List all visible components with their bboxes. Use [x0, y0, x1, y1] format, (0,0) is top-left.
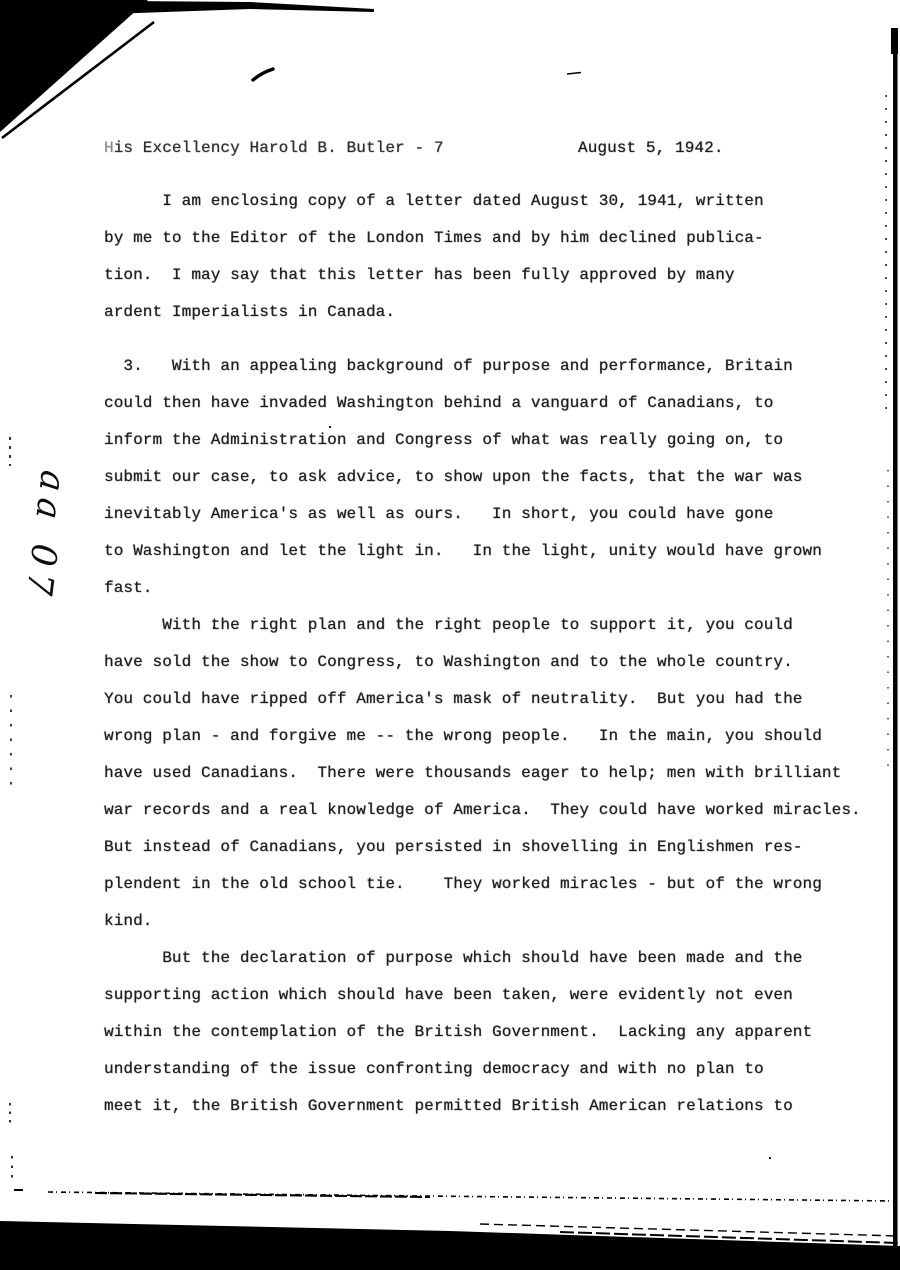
document-line: wrong plan - and forgive me -- the wrong people. In the main, you should — [104, 727, 822, 745]
document-line: With the right plan and the right people to support it, you could — [104, 616, 793, 634]
document-line: tion. I may say that this letter has been fully approved by many — [104, 266, 735, 284]
handwritten-margin-annotation: aa 07 — [17, 468, 73, 605]
document-line: But the declaration of purpose which should have been made and the — [104, 949, 803, 967]
document-line: have used Canadians. There were thousands eager to help; men with brilliant — [104, 764, 842, 782]
document-line: kind. — [104, 912, 153, 930]
pen-slash-mark — [253, 69, 273, 80]
document-line: ardent Imperialists in Canada. — [104, 303, 396, 321]
top-edge-smudge — [0, 0, 374, 18]
document-line: by me to the Editor of the London Times and by him declined publica- — [104, 229, 764, 247]
document-line: fast. — [104, 579, 153, 597]
document-line: But instead of Canadians, you persisted in shovelling in Englishmen res- — [104, 838, 803, 856]
small-dash-mark — [567, 73, 581, 75]
document-line: inevitably America's as well as ours. In short, you could have gone — [104, 505, 774, 523]
document-line: inform the Administration and Congress of what was really going on, to — [104, 431, 784, 449]
paragraph — [104, 348, 861, 607]
document-line: You could have ripped off America's mask of neutrality. But you had the — [104, 690, 803, 708]
document-line: understanding of the issue confronting democracy and with no plan to — [104, 1060, 764, 1078]
dotted-separator-line — [95, 1193, 430, 1197]
document-line: have sold the show to Congress, to Washington and to the whole country. — [104, 653, 793, 671]
document-line: war records and a real knowledge of America. They could have worked miracles. — [104, 801, 861, 819]
fold-shadow-triangle — [0, 0, 148, 132]
right-edge-bar — [893, 50, 898, 1270]
document-line: meet it, the British Government permitted British American relations to — [104, 1097, 793, 1115]
letter-date: August 5, 1942. — [578, 139, 724, 157]
dust-speck — [769, 1157, 771, 1159]
document-line: could then have invaded Washington behind a vanguard of Canadians, to — [104, 394, 774, 412]
document-line: I am enclosing copy of a letter dated August 30, 1941, written — [104, 192, 764, 210]
bottom-edge-band — [0, 1221, 900, 1270]
document-line: to Washington and let the light in. In the light, unity would have grown — [104, 542, 822, 560]
document-line: 3. With an appealing background of purpose and performance, Britain — [104, 357, 793, 375]
paragraph — [104, 183, 861, 331]
document-body — [104, 183, 861, 1125]
document-line: supporting action which should have been taken, were evidently not even — [104, 986, 793, 1004]
document-line: plendent in the old school tie. They worked miracles - but of the wrong — [104, 875, 822, 893]
addressee-page-label: His Excellency Harold B. Butler - 7 — [104, 139, 444, 157]
paragraph — [104, 607, 861, 940]
paragraph — [104, 940, 861, 1125]
document-line: within the contemplation of the British Government. Lacking any apparent — [104, 1023, 813, 1041]
letter-header — [104, 130, 824, 167]
document-line: submit our case, to ask advice, to show upon the facts, that the war was — [104, 468, 803, 486]
